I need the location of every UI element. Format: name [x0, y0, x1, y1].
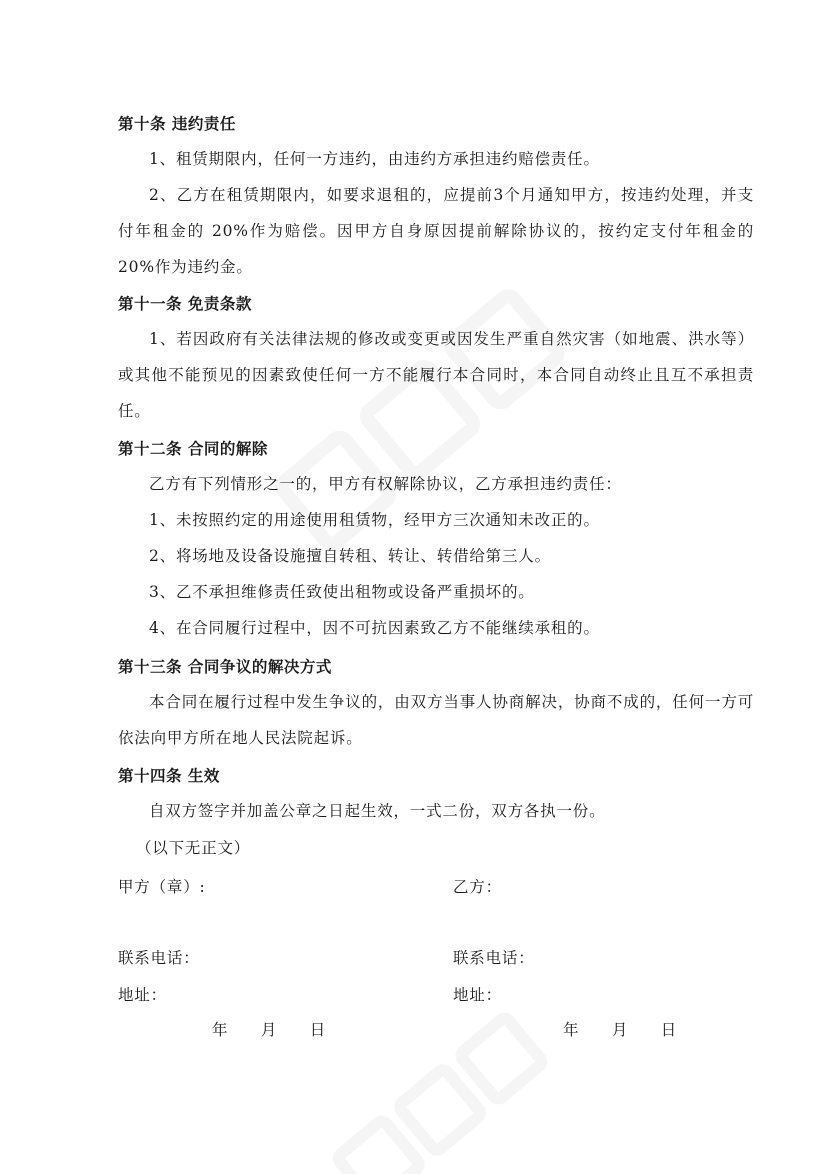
closing-note: （以下无正文）	[136, 839, 251, 857]
paragraph: 自双方签字并加盖公章之日起生效，一式二份，双方各执一份。	[149, 802, 606, 820]
paragraph: 2、乙方在租赁期限内，如要求退租的，应提前3个月通知甲方，按违约处理，并支付年租金的 20%作为赔偿。因甲方自身原因提前解除协议的，按约定支付年租金的 20%作为违约金。	[118, 186, 754, 276]
section-heading: 第十二条 合同的解除	[118, 440, 268, 458]
party-a-date: 年 月 日	[212, 1021, 327, 1039]
list-item: 4、在合同履行过程中，因不可抗因素致乙方不能继续承租的。	[149, 619, 600, 637]
paragraph: 乙方有下列情形之一的，甲方有权解除协议，乙方承担违约责任：	[149, 475, 622, 493]
paragraph: 1、若因政府有关法律法规的修改或变更或因发生严重自然灾害（如地震、洪水等）或其他不能预见的因素致使任何一方不能履行本合同时，本合同自动终止且互不承担责任。	[118, 330, 754, 420]
party-a-label: 甲方（章）:	[118, 878, 206, 896]
section-heading: 第十三条 合同争议的解决方式	[118, 658, 332, 676]
paragraph: 1、租赁期限内，任何一方违约，由违约方承担违约赔偿责任。	[149, 150, 600, 168]
party-b-date: 年 月 日	[563, 1021, 678, 1039]
party-b-phone-label: 联系电话：	[453, 949, 535, 967]
section-heading: 第十条 违约责任	[118, 115, 236, 133]
party-a-address-label: 地址：	[118, 986, 167, 1004]
list-item: 2、将场地及设备设施擅自转租、转让、转借给第三人。	[149, 547, 551, 565]
party-b-address-label: 地址：	[453, 986, 502, 1004]
section-heading: 第十四条 生效	[118, 767, 220, 785]
list-item: 3、乙不承担维修责任致使出租物或设备严重损坏的。	[149, 583, 535, 601]
list-item: 1、未按照约定的用途使用租赁物，经甲方三次通知未改正的。	[149, 511, 600, 529]
party-a-phone-label: 联系电话：	[118, 949, 200, 967]
section-heading: 第十一条 免责条款	[118, 295, 252, 313]
party-b-label: 乙方：	[453, 878, 502, 896]
paragraph: 本合同在履行过程中发生争议的，由双方当事人协商解决，协商不成的，任何一方可依法向甲方所在地人民法院起诉。	[118, 693, 754, 747]
